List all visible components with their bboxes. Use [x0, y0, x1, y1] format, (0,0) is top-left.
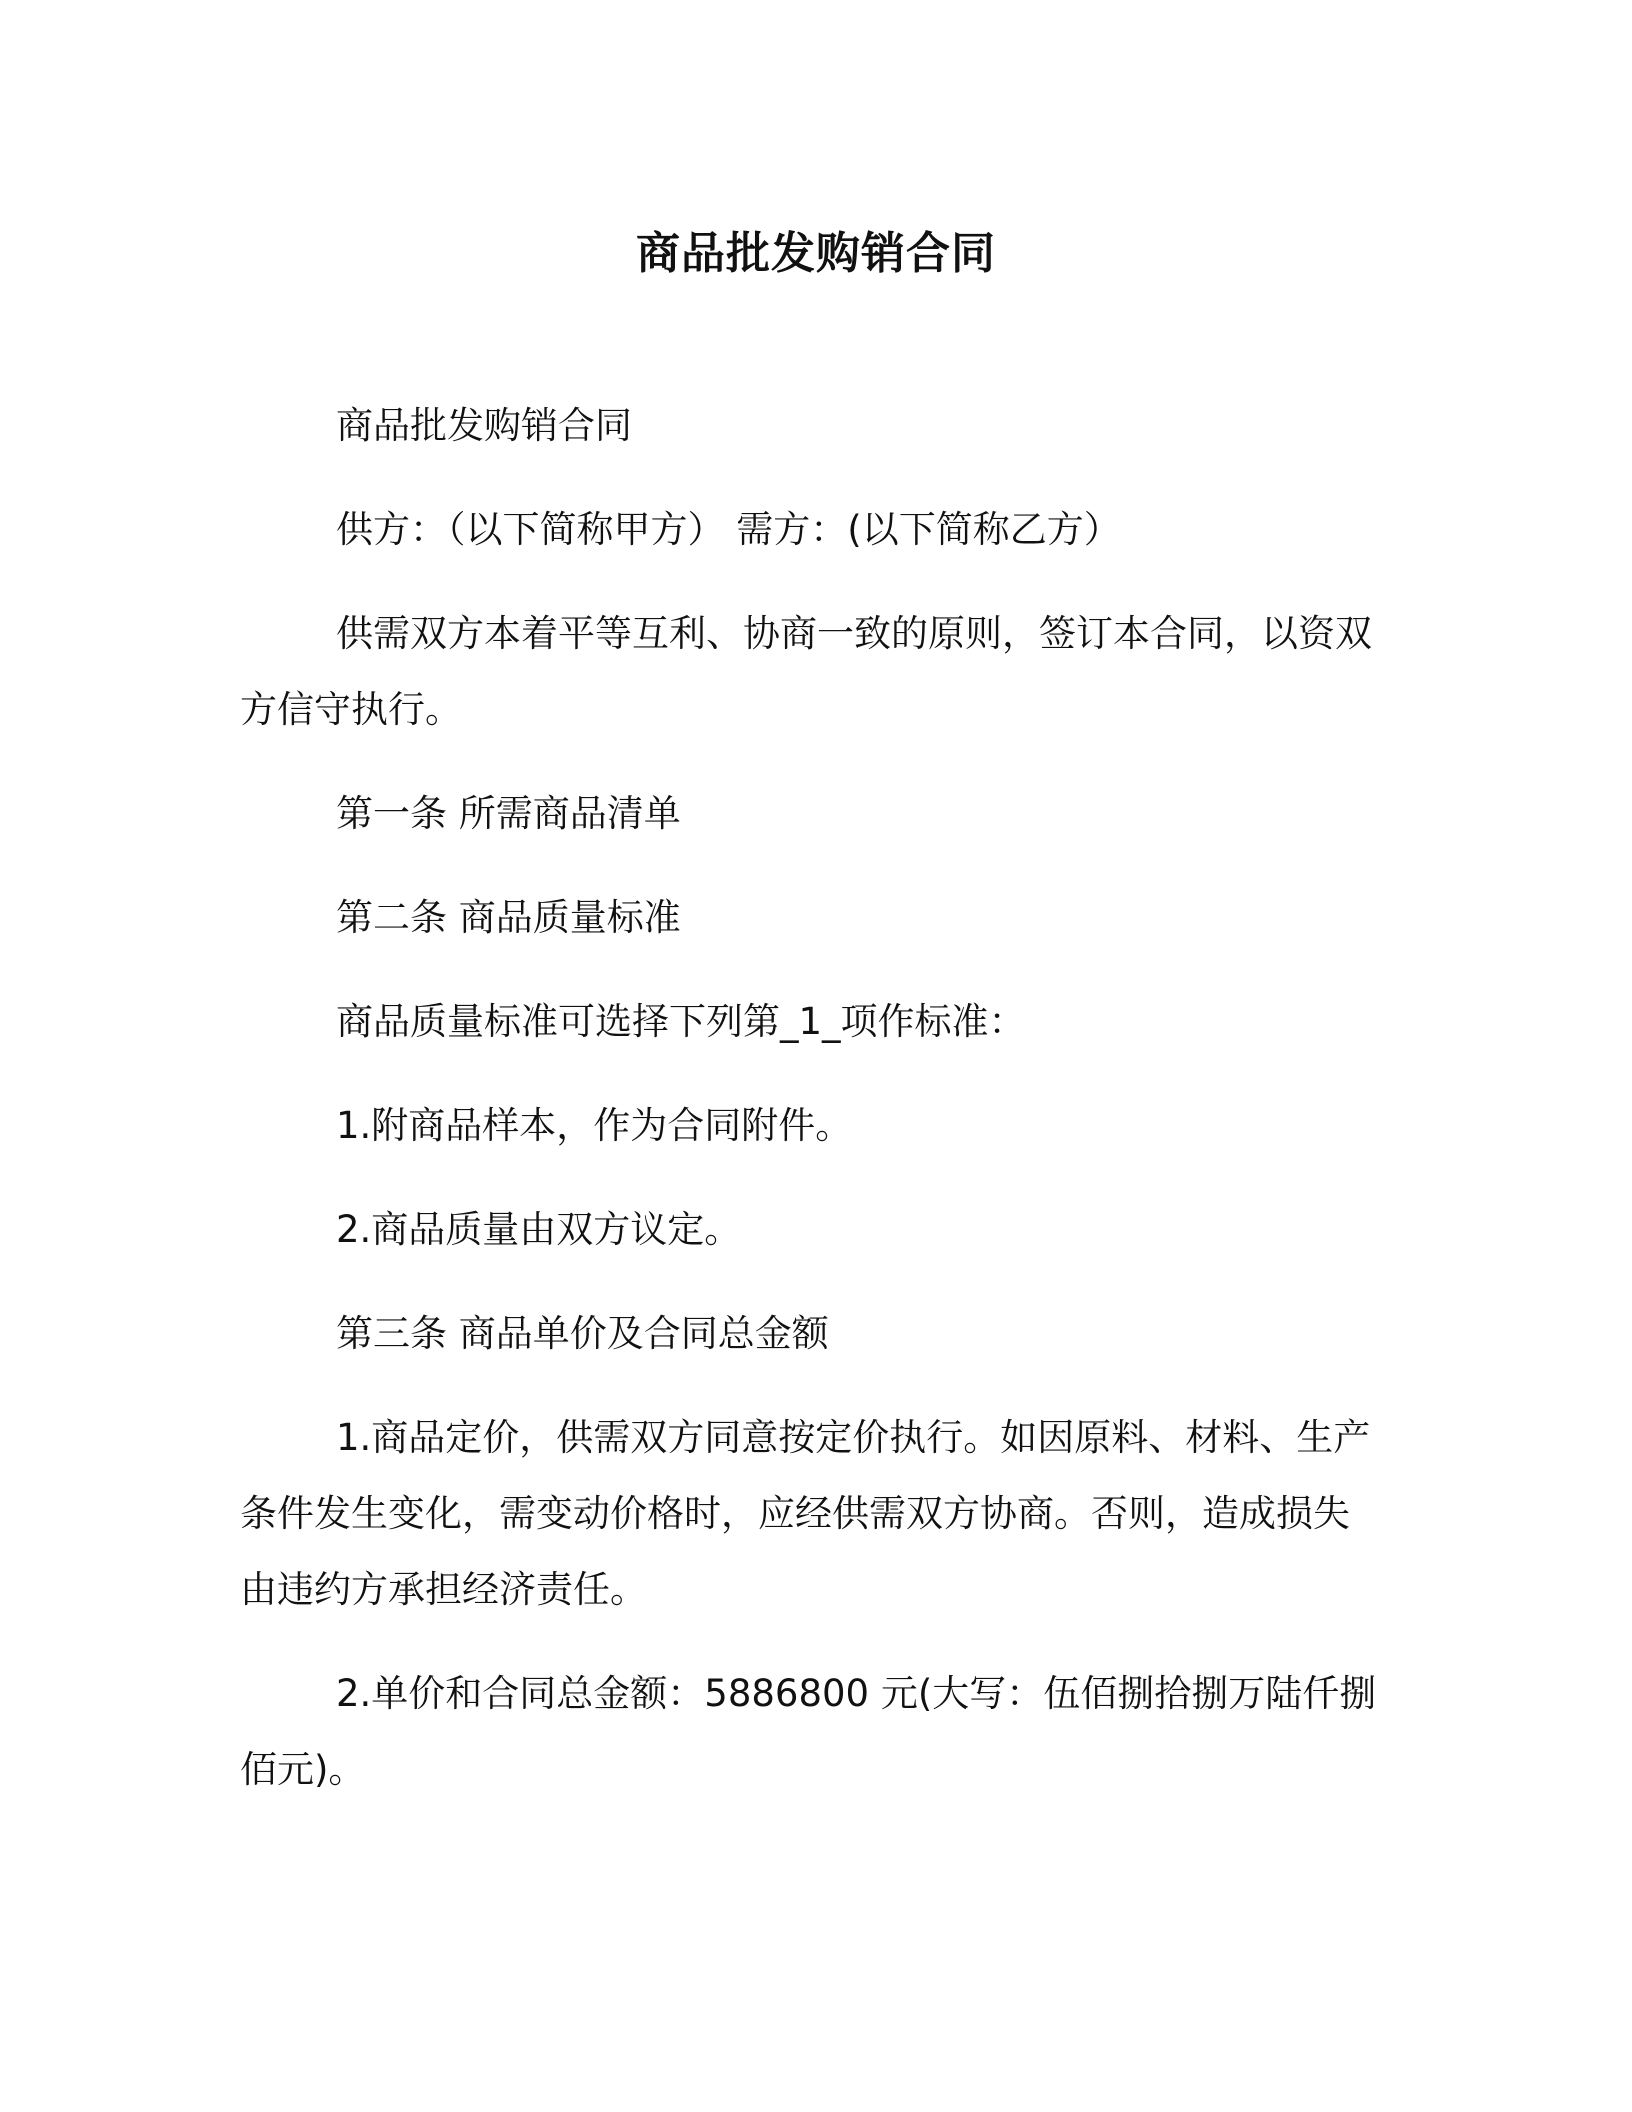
paragraph-total-amount: 2.单价和合同总金额：5886800 元(大写：伍佰捌拾捌万陆仟捌佰元)。 — [240, 1672, 1377, 1791]
paragraph-quality-choice: 商品质量标准可选择下列第_1_项作标准： — [336, 1000, 1026, 1043]
paragraph-subtitle: 商品批发购销合同 — [336, 404, 632, 447]
paragraph-principle: 供需双方本着平等互利、协商一致的原则，签订本合同，以资双方信守执行。 — [240, 612, 1372, 731]
paragraph-pricing: 1.商品定价，供需双方同意按定价执行。如因原料、材料、生产条件发生变化，需变动价格时，应经供需双方协商。否则，造成损失由违约方承担经济责任。 — [240, 1416, 1371, 1611]
paragraph-parties: 供方：（以下简称甲方） 需方：(以下简称乙方） — [336, 508, 1121, 551]
paragraph-quality-option-1: 1.附商品样本，作为合同附件。 — [336, 1104, 853, 1147]
article-3-heading: 第三条 商品单价及合同总金额 — [336, 1312, 829, 1355]
article-2-heading: 第二条 商品质量标准 — [336, 896, 681, 939]
document-title: 商品批发购销合同 — [636, 228, 996, 279]
paragraph-quality-option-2: 2.商品质量由双方议定。 — [336, 1208, 742, 1251]
article-1-heading: 第一条 所需商品清单 — [336, 792, 681, 835]
document-body — [240, 388, 1384, 1836]
